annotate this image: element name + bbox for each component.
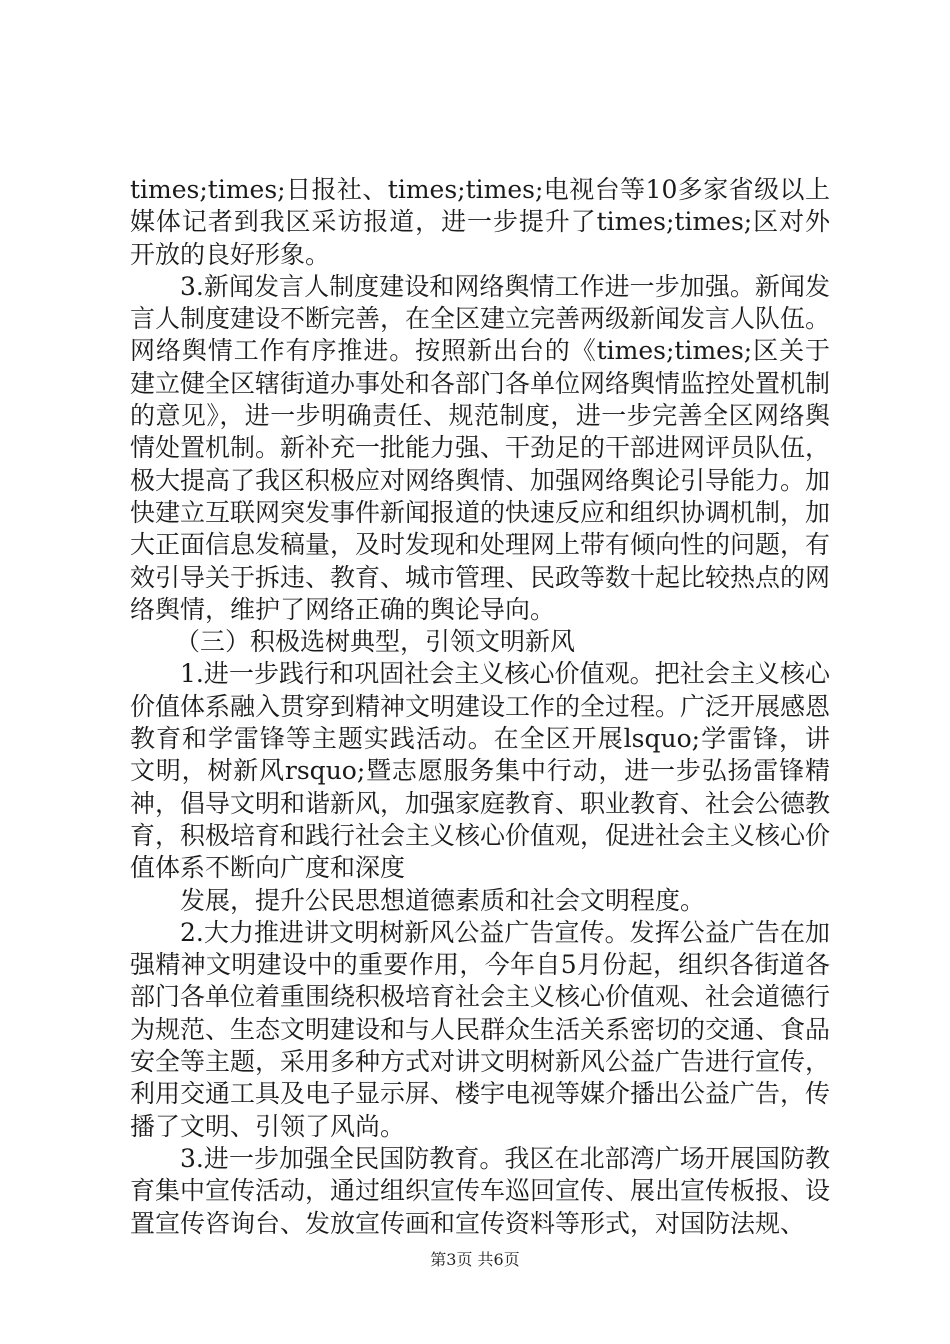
- paragraph-press-spokesman: 3.新闻发言人制度建设和网络舆情工作进一步加强。新闻发言人制度建设不断完善，在全区建立完善两级新闻发言人队伍。网络舆情工作有序推进。按照新出台的《times;times;区关于建立健全区辖街道办事处和各部门各单位网络舆情监控处置机制的意见》，进一步明确责任、规范制度，进一步完善全区网络舆情处置机制。新补充一批能力强、干劲足的干部进网评员队伍，极大提高了我区积极应对网络舆情、加强网络舆论引导能力。加快建立互联网突发事件新闻报道的快速反应和组织协调机制，加大正面信息发稿量，及时发现和处理网上带有倾向性的问题，有效引导关于拆违、教育、城市管理、民政等数十起比较热点的网络舆情，维护了网络正确的舆论导向。: [130, 271, 831, 624]
- section-heading: （三）积极选树典型，引领文明新风: [175, 627, 576, 657]
- paragraph-national-defense: 3.进一步加强全民国防教育。我区在北部湾广场开展国防教育集中宣传活动，通过组织宣传车巡回宣传、展出宣传板报、设置宣传咨询台、发放宣传画和宣传资料等形式，对国防法规、: [130, 1143, 831, 1238]
- paragraph-public-ads: 2.大力推进讲文明树新风公益广告宣传。发挥公益广告在加强精神文明建设中的重要作用，今年自5月份起，组织各街道各部门各单位着重围绕积极培育社会主义核心价值观、社会道德行为规范、生态文明建设和与人民群众生活关系密切的交通、食品安全等主题，采用多种方式对讲文明树新风公益广告进行宣传，利用交通工具及电子显示屏、楼宇电视等媒介播出公益广告，传播了文明、引领了风尚。: [130, 917, 831, 1141]
- document-body: [130, 174, 830, 1240]
- page-number-footer: 第3页 共6页: [430, 1250, 520, 1269]
- paragraph-development: 发展，提升公民思想道德素质和社会文明程度。: [180, 885, 706, 915]
- paragraph-continuation: times;times;日报社、times;times;电视台等10多家省级以上媒体记者到我区采访报道，进一步提升了times;times;区对外开放的良好形象。: [130, 175, 830, 269]
- paragraph-core-values: 1.进一步践行和巩固社会主义核心价值观。把社会主义核心价值体系融入贯穿到精神文明建设工作的全过程。广泛开展感恩教育和学雷锋等主题实践活动。在全区开展lsquo;学雷锋，讲文明，树新风rsquo;暨志愿服务集中行动，进一步弘扬雷锋精神，倡导文明和谐新风，加强家庭教育、职业教育、社会公德教育，积极培育和践行社会主义核心价值观，促进社会主义核心价值体系不断向广度和深度: [130, 659, 831, 883]
